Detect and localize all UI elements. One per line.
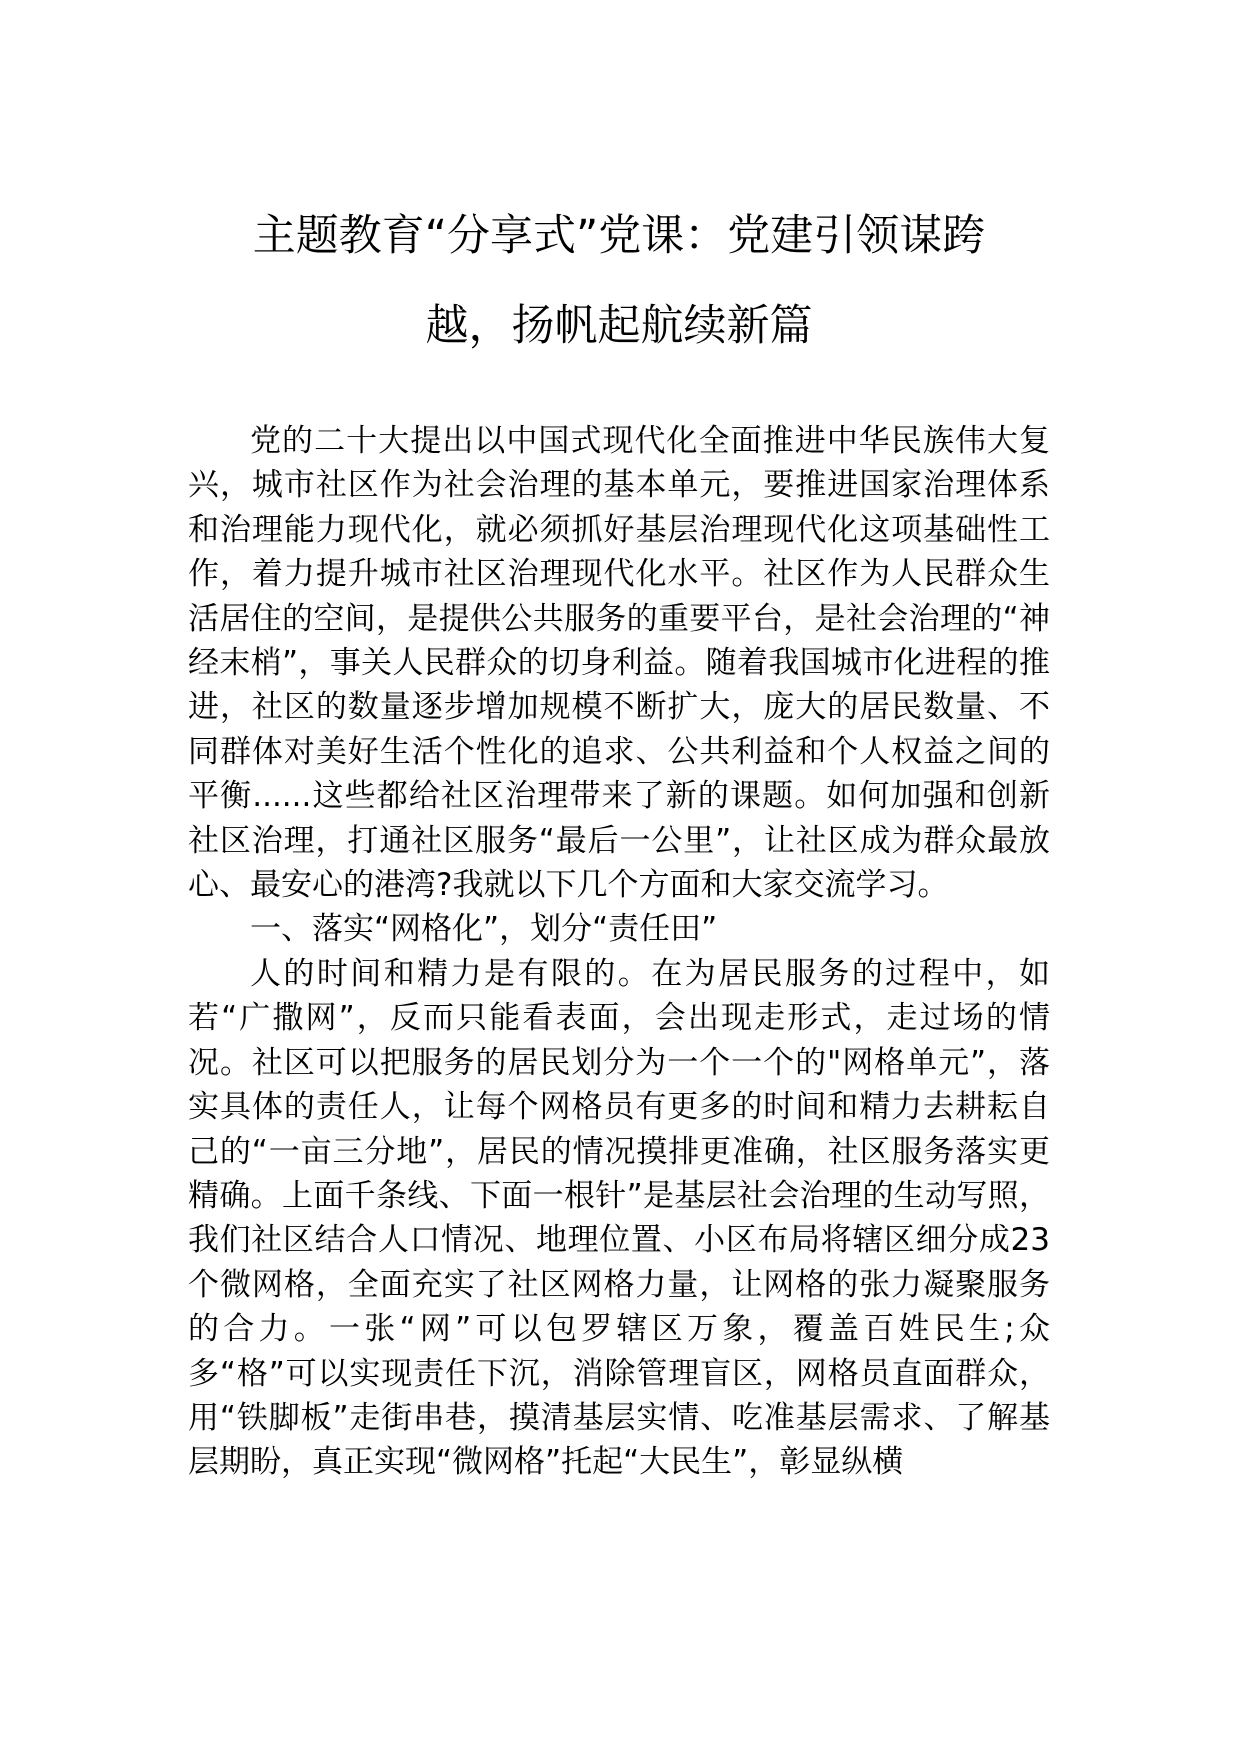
- intro-paragraph: 党的二十大提出以中国式现代化全面推进中华民族伟大复兴，城市社区作为社会治理的基本单元，要推进国家治理体系和治理能力现代化，就必须抓好基层治理现代化这项基础性工作，着力提升城市社区治理现代化水平。社区作为人民群众生活居住的空间，是提供公共服务的重要平台，是社会治理的“神经末梢”，事关人民群众的切身利益。随着我国城市化进程的推进，社区的数量逐步增加规模不断扩大，庞大的居民数量、不同群体对美好生活个性化的追求、公共利益和个人权益之间的平衡......这些都给社区治理带来了新的课题。如何加强和创新社区治理，打通社区服务“最后一公里”，让社区成为群众最放心、最安心的港湾?我就以下几个方面和大家交流学习。: [188, 423, 1050, 904]
- document-title: [188, 210, 1050, 352]
- document-body: [188, 419, 1050, 1485]
- title-line-2: 越，扬帆起航续新篇: [425, 301, 813, 351]
- section-heading-1: 一、落实“网格化”，划分“责任田”: [250, 911, 718, 948]
- title-line-1: 主题教育“分享式”党课：党建引领谋跨: [252, 211, 986, 261]
- document-page: [188, 210, 1050, 1485]
- section-1-paragraph: 人的时间和精力是有限的。在为居民服务的过程中，如若“广撒网”，反而只能看表面，会出现走形式，走过场的情况。社区可以把服务的居民划分为一个一个的"网格单元”，落实具体的责任人，让每个网格员有更多的时间和精力去耕耘自己的“一亩三分地”，居民的情况摸排更准确，社区服务落实更精确。上面千条线、下面一根针”是基层社会治理的生动写照，我们社区结合人口情况、地理位置、小区布局将辖区细分成23个微网格，全面充实了社区网格力量，让网格的张力凝聚服务的合力。一张“网”可以包罗辖区万象，覆盖百姓民生;众多“格”可以实现责任下沉，消除管理盲区，网格员直面群众，用“铁脚板”走街串巷，摸清基层实情、吃准基层需求、了解基层期盼，真正实现“微网格”托起“大民生”，彰显纵横: [188, 955, 1050, 1481]
